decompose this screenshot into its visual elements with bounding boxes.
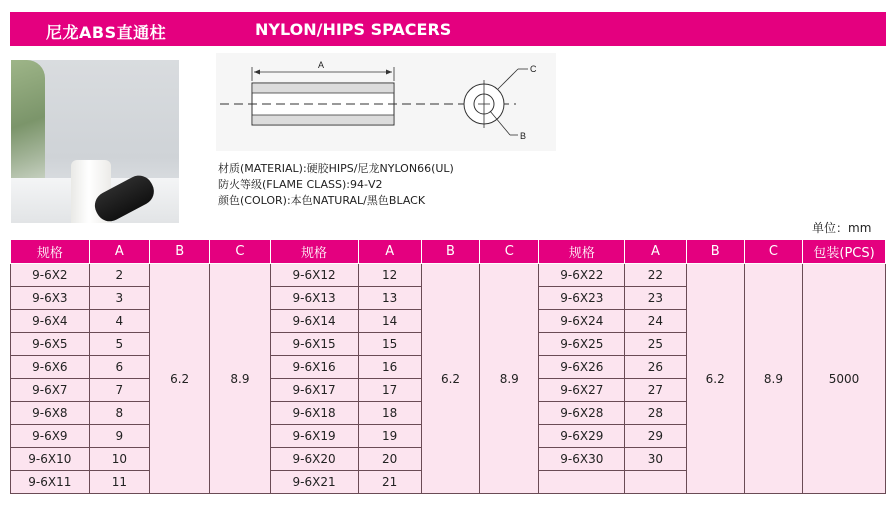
cell-a: 15 xyxy=(358,333,421,356)
cell-a: 18 xyxy=(358,402,421,425)
dimension-c-label: C xyxy=(530,64,537,74)
dimension-a-label: A xyxy=(318,60,325,70)
table-row xyxy=(11,264,886,287)
cell-spec: 9-6X11 xyxy=(11,471,90,494)
cell-spec: 9-6X8 xyxy=(11,402,90,425)
cell-a: 4 xyxy=(89,310,149,333)
cell-a: 9 xyxy=(89,425,149,448)
header-spec-3: 规格 xyxy=(539,240,625,264)
cell-a: 8 xyxy=(89,402,149,425)
header-spec-2: 规格 xyxy=(270,240,358,264)
spacer-wall-bottom xyxy=(253,115,393,124)
cell-a: 2 xyxy=(89,264,149,287)
cell-a: 17 xyxy=(358,379,421,402)
cell-spec: 9-6X24 xyxy=(539,310,625,333)
cell-spec: 9-6X18 xyxy=(270,402,358,425)
cell-b-merged: 6.2 xyxy=(421,264,479,494)
technical-drawing xyxy=(216,53,556,151)
cell-spec: 9-6X30 xyxy=(539,448,625,471)
cell-spec: 9-6X26 xyxy=(539,356,625,379)
cell-spec: 9-6X13 xyxy=(270,287,358,310)
cell-b-merged: 6.2 xyxy=(150,264,210,494)
cell-a: 6 xyxy=(89,356,149,379)
header-c-2: C xyxy=(480,240,539,264)
cell-spec: 9-6X20 xyxy=(270,448,358,471)
header-title-en: NYLON/HIPS SPACERS xyxy=(255,20,452,39)
cell-c-merged: 8.9 xyxy=(744,264,802,494)
cell-c-merged: 8.9 xyxy=(480,264,539,494)
header-a-3: A xyxy=(625,240,686,264)
cell-a: 10 xyxy=(89,448,149,471)
unit-label: 单位：mm xyxy=(812,221,872,235)
cell-a: 12 xyxy=(358,264,421,287)
cell-spec: 9-6X12 xyxy=(270,264,358,287)
cell-a: 16 xyxy=(358,356,421,379)
cell-a: 25 xyxy=(625,333,686,356)
cell-spec: 9-6X25 xyxy=(539,333,625,356)
cell-a: 24 xyxy=(625,310,686,333)
cell-a: 28 xyxy=(625,402,686,425)
header-b-1: B xyxy=(150,240,210,264)
header-b-2: B xyxy=(421,240,479,264)
cell-spec: 9-6X17 xyxy=(270,379,358,402)
header-title-cn: 尼龙ABS直通柱 xyxy=(46,23,167,42)
cell-a: 14 xyxy=(358,310,421,333)
cell-spec: 9-6X21 xyxy=(270,471,358,494)
cell-a: 11 xyxy=(89,471,149,494)
cell-spec: 9-6X28 xyxy=(539,402,625,425)
cell-spec: 9-6X2 xyxy=(11,264,90,287)
header-c-3: C xyxy=(744,240,802,264)
cell-spec xyxy=(539,471,625,494)
cell-a: 5 xyxy=(89,333,149,356)
spec-material: 材质(MATERIAL):硬胶HIPS/尼龙NYLON66(UL) xyxy=(218,162,454,175)
cell-a: 19 xyxy=(358,425,421,448)
cell-a: 21 xyxy=(358,471,421,494)
product-photo xyxy=(11,60,179,223)
cell-spec: 9-6X5 xyxy=(11,333,90,356)
cell-spec: 9-6X19 xyxy=(270,425,358,448)
cell-spec: 9-6X10 xyxy=(11,448,90,471)
cell-a xyxy=(625,471,686,494)
dimension-b-label: B xyxy=(520,131,527,141)
cell-spec: 9-6X9 xyxy=(11,425,90,448)
header-packaging: 包装(PCS) xyxy=(803,240,886,264)
cell-a: 27 xyxy=(625,379,686,402)
cell-spec: 9-6X16 xyxy=(270,356,358,379)
header-a-1: A xyxy=(89,240,149,264)
cell-c-merged: 8.9 xyxy=(210,264,270,494)
cell-spec: 9-6X29 xyxy=(539,425,625,448)
cell-spec: 9-6X15 xyxy=(270,333,358,356)
header-a-2: A xyxy=(358,240,421,264)
cell-spec: 9-6X4 xyxy=(11,310,90,333)
header-c-1: C xyxy=(210,240,270,264)
cell-spec: 9-6X27 xyxy=(539,379,625,402)
cell-a: 22 xyxy=(625,264,686,287)
cell-a: 29 xyxy=(625,425,686,448)
spec-color: 颜色(COLOR):本色NATURAL/黑色BLACK xyxy=(218,194,426,207)
spacer-size-table xyxy=(10,239,886,494)
cell-a: 30 xyxy=(625,448,686,471)
table-header-row xyxy=(11,240,886,264)
cell-spec: 9-6X3 xyxy=(11,287,90,310)
cell-a: 26 xyxy=(625,356,686,379)
cell-spec: 9-6X14 xyxy=(270,310,358,333)
cell-a: 3 xyxy=(89,287,149,310)
header-spec-1: 规格 xyxy=(11,240,90,264)
cell-b-merged: 6.2 xyxy=(686,264,744,494)
cell-spec: 9-6X6 xyxy=(11,356,90,379)
cell-a: 13 xyxy=(358,287,421,310)
cell-spec: 9-6X22 xyxy=(539,264,625,287)
header-b-3: B xyxy=(686,240,744,264)
cell-packaging-merged: 5000 xyxy=(803,264,886,494)
cell-a: 7 xyxy=(89,379,149,402)
cell-a: 20 xyxy=(358,448,421,471)
cell-spec: 9-6X23 xyxy=(539,287,625,310)
plant-decoration xyxy=(11,60,45,185)
cell-spec: 9-6X7 xyxy=(11,379,90,402)
spec-flame-class: 防火等级(FLAME CLASS):94-V2 xyxy=(218,178,383,191)
spacer-wall-top xyxy=(253,84,393,93)
cell-a: 23 xyxy=(625,287,686,310)
